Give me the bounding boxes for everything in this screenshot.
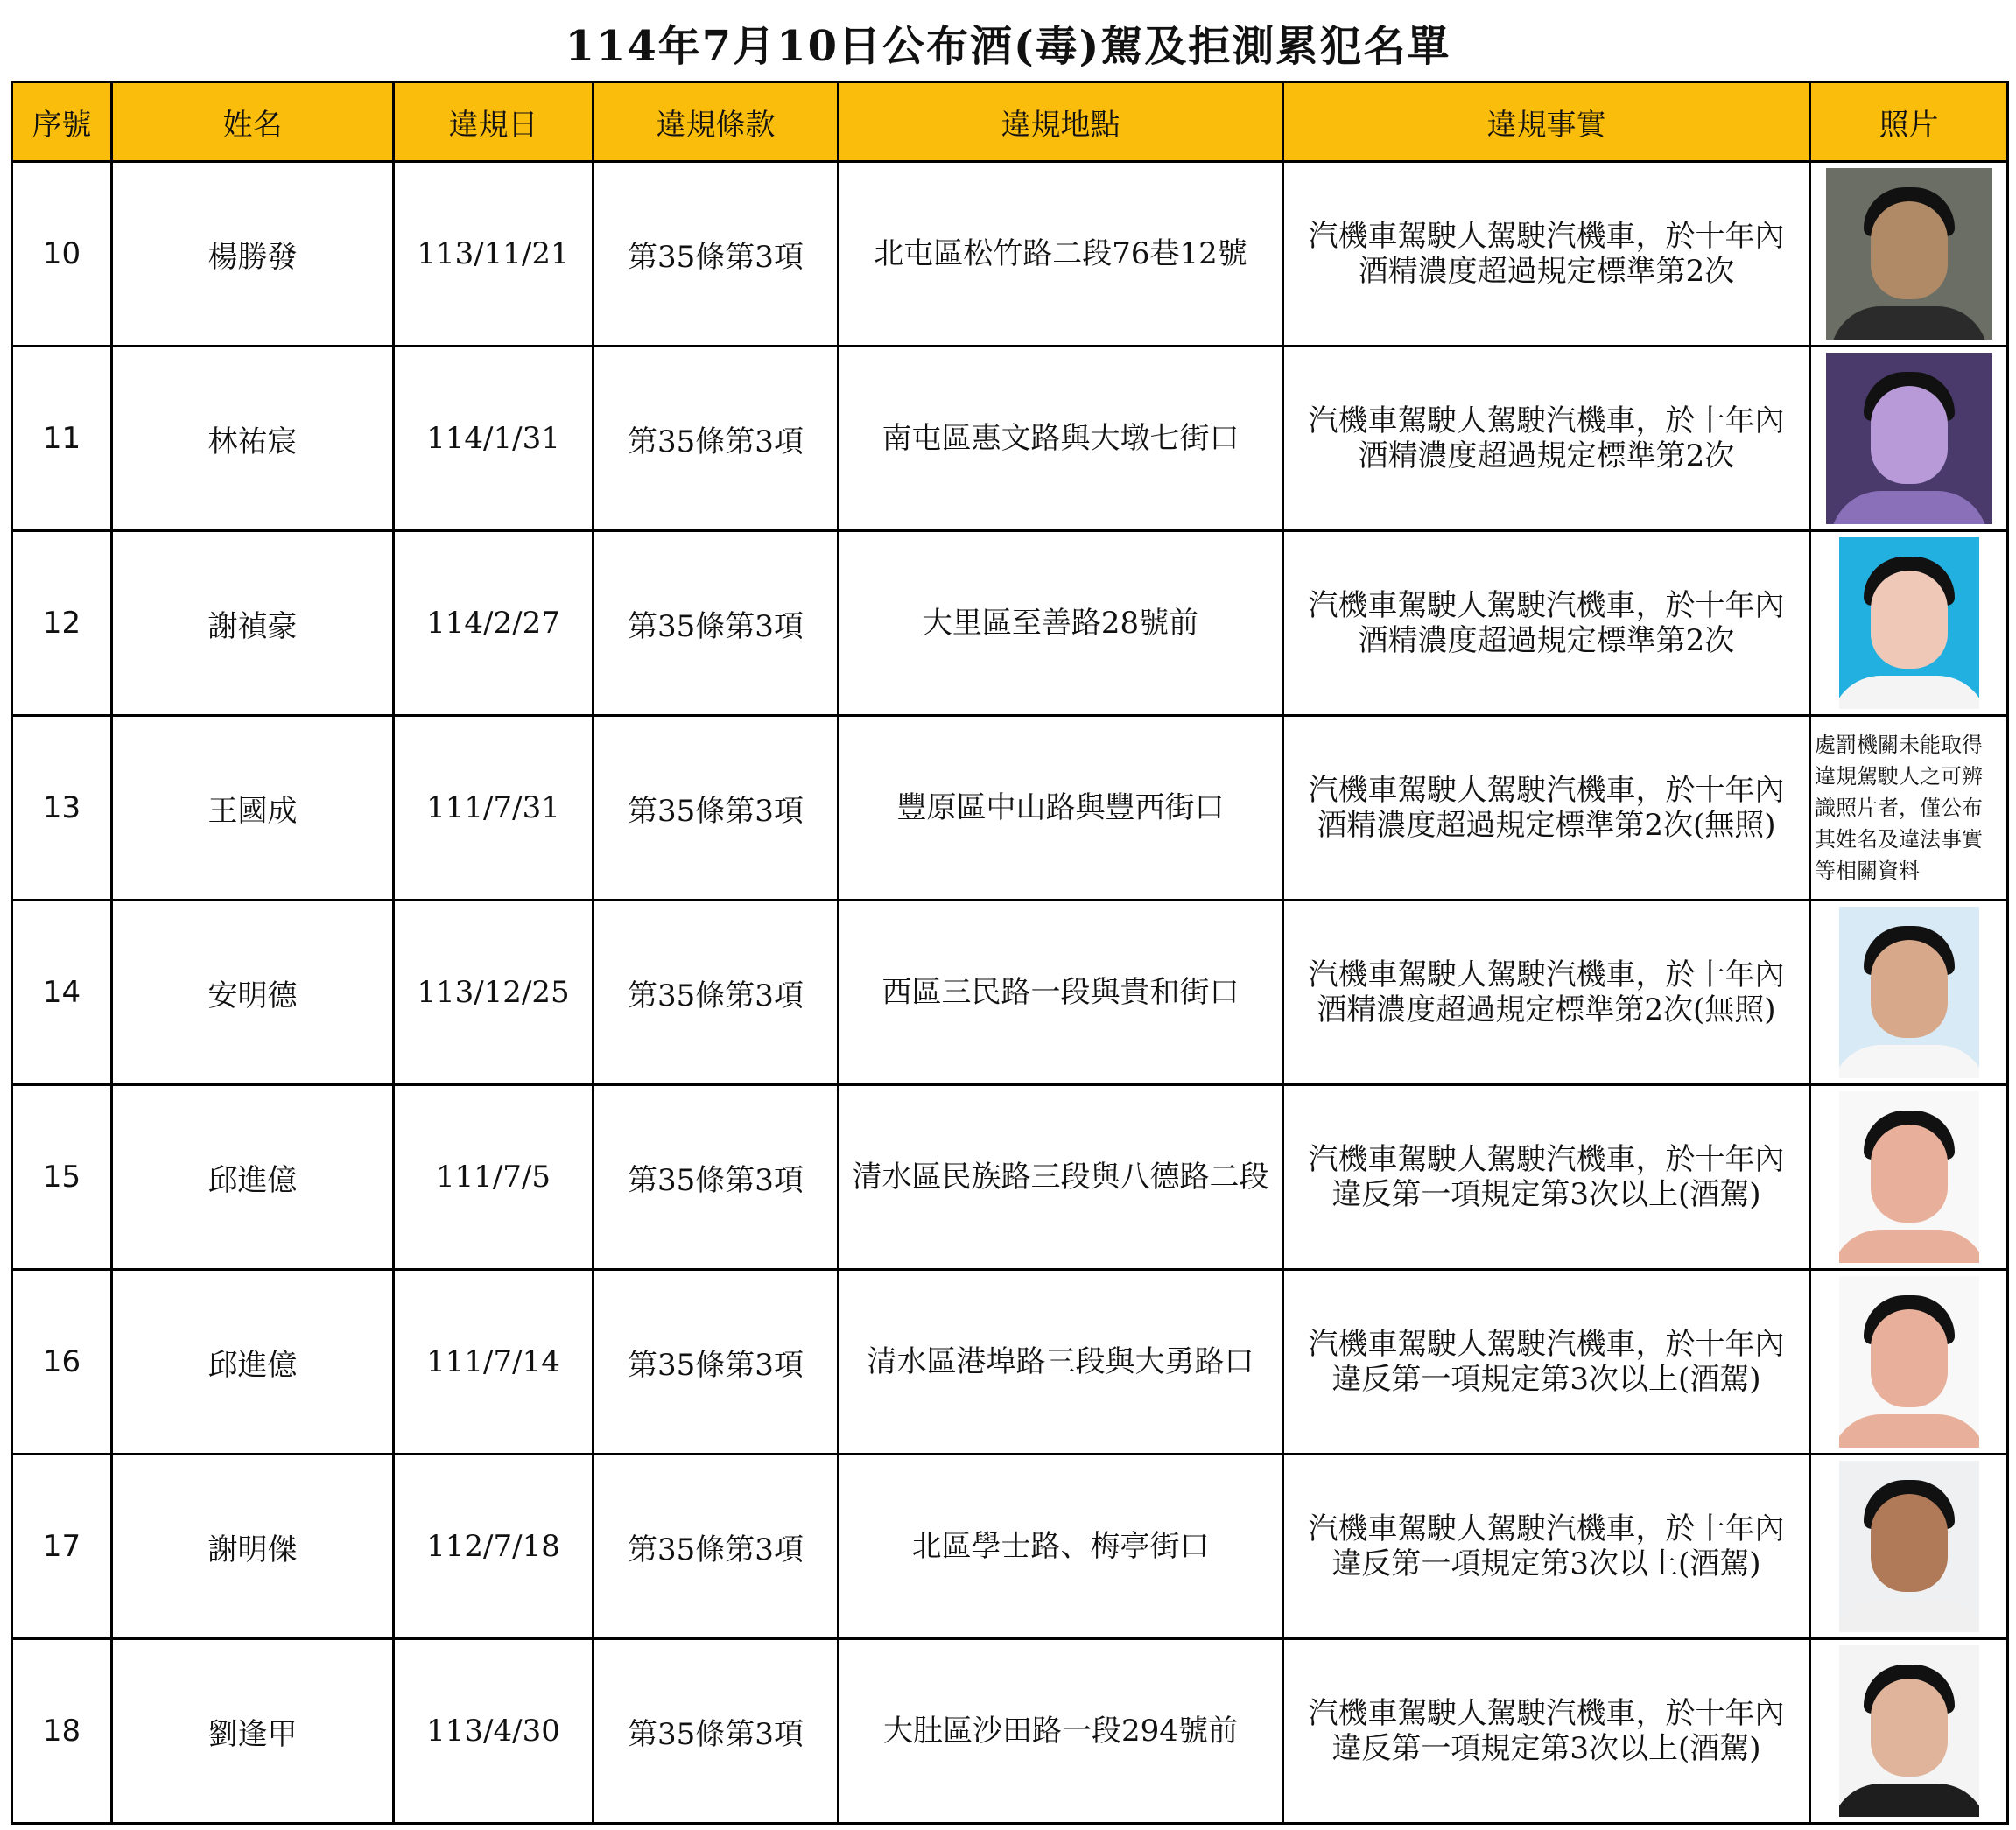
cell-fact (1283, 716, 1810, 901)
table-row (12, 347, 2008, 531)
cell-name: 林祐宸 (112, 347, 394, 531)
photo-frame (1811, 165, 2006, 343)
cell-name: 安明德 (112, 901, 394, 1085)
cell-fact (1283, 901, 1810, 1085)
cell-name: 謝禎豪 (112, 531, 394, 716)
fact-line-1: 汽機車駕駛人駕駛汽機車，於十年內 (1308, 403, 1785, 438)
cell-location: 清水區港埠路三段與大勇路口 (839, 1270, 1283, 1455)
cell-date: 113/11/21 (394, 162, 594, 347)
cell-date: 114/1/31 (394, 347, 594, 531)
cell-fact (1283, 1270, 1810, 1455)
photo-unavailable-note: 處罰機關未能取得違規駕駛人之可辨識照片者，僅公布 其姓名及違法事實等相關資料 (1815, 733, 1983, 883)
fact-line-2: 違反第一項規定第3次以上(酒駕) (1331, 1546, 1761, 1581)
portrait-shoulders (1839, 1045, 1979, 1078)
cell-fact (1283, 347, 1810, 531)
fact-line-2: 酒精濃度超過規定標準第2次(無照) (1317, 992, 1776, 1027)
table-row (12, 162, 2008, 347)
cell-name: 邱進億 (112, 1270, 394, 1455)
cell-clause: 第35條第3項 (594, 347, 839, 531)
cell-fact (1283, 1639, 1810, 1824)
cell-name: 楊勝發 (112, 162, 394, 347)
fact-line-1: 汽機車駕駛人駕駛汽機車，於十年內 (1308, 1696, 1785, 1731)
portrait-photo (1839, 907, 1979, 1078)
cell-date: 113/4/30 (394, 1639, 594, 1824)
cell-name: 劉逢甲 (112, 1639, 394, 1824)
cell-location: 北區學士路、梅亭街口 (839, 1455, 1283, 1639)
fact-line-2: 酒精濃度超過規定標準第2次 (1358, 254, 1735, 289)
photo-frame (1811, 903, 2006, 1082)
cell-seq: 18 (12, 1639, 112, 1824)
cell-clause: 第35條第3項 (594, 531, 839, 716)
cell-seq: 15 (12, 1085, 112, 1270)
photo-frame (1811, 1088, 2006, 1266)
fact-line-1: 汽機車駕駛人駕駛汽機車，於十年內 (1308, 588, 1785, 623)
cell-seq: 14 (12, 901, 112, 1085)
fact-line-2: 酒精濃度超過規定標準第2次(無照) (1317, 808, 1776, 843)
cell-date: 111/7/5 (394, 1085, 594, 1270)
table-row (12, 1270, 2008, 1455)
offender-table (11, 81, 2009, 1825)
photo-frame (1811, 349, 2006, 528)
cell-date: 114/2/27 (394, 531, 594, 716)
cell-location: 西區三民路一段與貴和街口 (839, 901, 1283, 1085)
portrait-photo (1839, 1276, 1979, 1448)
table-row (12, 901, 2008, 1085)
portrait-face (1871, 1309, 1948, 1407)
cell-photo (1810, 901, 2008, 1085)
portrait-shoulders (1830, 491, 1988, 524)
header-date: 違規日 (394, 82, 594, 162)
fact-line-2: 違反第一項規定第3次以上(酒駕) (1331, 1731, 1761, 1766)
cell-location: 南屯區惠文路與大墩七街口 (839, 347, 1283, 531)
fact-line-2: 違反第一項規定第3次以上(酒駕) (1331, 1362, 1761, 1397)
cell-name: 王國成 (112, 716, 394, 901)
cell-clause: 第35條第3項 (594, 901, 839, 1085)
fact-line-1: 汽機車駕駛人駕駛汽機車，於十年內 (1308, 1511, 1785, 1546)
portrait-face (1871, 1125, 1948, 1223)
portrait-shoulders (1839, 1784, 1979, 1817)
cell-clause: 第35條第3項 (594, 1085, 839, 1270)
cell-date: 111/7/14 (394, 1270, 594, 1455)
photo-frame (1811, 1642, 2006, 1820)
portrait-photo (1839, 1461, 1979, 1632)
cell-location: 大里區至善路28號前 (839, 531, 1283, 716)
cell-photo (1810, 1085, 2008, 1270)
cell-location: 清水區民族路三段與八德路二段 (839, 1085, 1283, 1270)
photo-frame (1811, 1457, 2006, 1636)
page-title: 114年7月10日公布酒(毒)駕及拒測累犯名單 (565, 22, 1451, 71)
cell-date: 112/7/18 (394, 1455, 594, 1639)
portrait-face (1871, 386, 1948, 484)
cell-seq: 12 (12, 531, 112, 716)
cell-name: 邱進億 (112, 1085, 394, 1270)
fact-line-1: 汽機車駕駛人駕駛汽機車，於十年內 (1308, 1327, 1785, 1362)
portrait-face (1871, 1494, 1948, 1592)
header-clause: 違規條款 (594, 82, 839, 162)
fact-line-2: 酒精濃度超過規定標準第2次 (1358, 623, 1735, 658)
cell-date: 113/12/25 (394, 901, 594, 1085)
cell-location: 大肚區沙田路一段294號前 (839, 1639, 1283, 1824)
cell-seq: 17 (12, 1455, 112, 1639)
cell-clause: 第35條第3項 (594, 162, 839, 347)
header-seq: 序號 (12, 82, 112, 162)
cell-photo (1810, 1639, 2008, 1824)
portrait-photo (1839, 537, 1979, 709)
cell-location: 豐原區中山路與豐西街口 (839, 716, 1283, 901)
fact-line-2: 違反第一項規定第3次以上(酒駕) (1331, 1177, 1761, 1212)
table-row (12, 531, 2008, 716)
header-fact: 違規事實 (1283, 82, 1810, 162)
header-row (12, 82, 2008, 162)
portrait-photo (1826, 353, 1992, 524)
fact-line-1: 汽機車駕駛人駕駛汽機車，於十年內 (1308, 219, 1785, 254)
cell-seq: 10 (12, 162, 112, 347)
cell-photo (1810, 162, 2008, 347)
cell-clause: 第35條第3項 (594, 1270, 839, 1455)
photo-frame (1811, 1273, 2006, 1451)
fact-line-1: 汽機車駕駛人駕駛汽機車，於十年內 (1308, 1142, 1785, 1177)
cell-seq: 16 (12, 1270, 112, 1455)
table-body (12, 162, 2008, 1824)
portrait-shoulders (1839, 1414, 1979, 1448)
cell-fact (1283, 1455, 1810, 1639)
portrait-photo (1839, 1645, 1979, 1817)
table-row (12, 1085, 2008, 1270)
photo-frame (1811, 534, 2006, 712)
cell-date: 111/7/31 (394, 716, 594, 901)
table-row (12, 716, 2008, 901)
portrait-face (1871, 571, 1948, 669)
table-row (12, 1455, 2008, 1639)
portrait-shoulders (1839, 676, 1979, 709)
cell-clause: 第35條第3項 (594, 1639, 839, 1824)
cell-seq: 11 (12, 347, 112, 531)
cell-photo (1810, 1455, 2008, 1639)
portrait-photo (1839, 1091, 1979, 1263)
cell-clause: 第35條第3項 (594, 716, 839, 901)
header-location: 違規地點 (839, 82, 1283, 162)
portrait-shoulders (1839, 1599, 1979, 1632)
portrait-photo (1826, 168, 1992, 340)
cell-photo (1810, 347, 2008, 531)
header-name: 姓名 (112, 82, 394, 162)
portrait-shoulders (1830, 306, 1988, 340)
cell-seq: 13 (12, 716, 112, 901)
fact-line-2: 酒精濃度超過規定標準第2次 (1358, 438, 1735, 473)
fact-line-1: 汽機車駕駛人駕駛汽機車，於十年內 (1308, 773, 1785, 808)
table-row (12, 1639, 2008, 1824)
cell-location: 北屯區松竹路二段76巷12號 (839, 162, 1283, 347)
cell-photo (1810, 1270, 2008, 1455)
cell-name: 謝明傑 (112, 1455, 394, 1639)
fact-line-1: 汽機車駕駛人駕駛汽機車，於十年內 (1308, 957, 1785, 992)
portrait-face (1871, 940, 1948, 1038)
cell-clause: 第35條第3項 (594, 1455, 839, 1639)
portrait-face (1871, 1679, 1948, 1777)
cell-fact (1283, 531, 1810, 716)
header-photo: 照片 (1810, 82, 2008, 162)
cell-photo (1810, 716, 2008, 901)
portrait-shoulders (1839, 1230, 1979, 1263)
cell-fact (1283, 162, 1810, 347)
cell-fact (1283, 1085, 1810, 1270)
cell-photo (1810, 531, 2008, 716)
portrait-face (1871, 201, 1948, 299)
